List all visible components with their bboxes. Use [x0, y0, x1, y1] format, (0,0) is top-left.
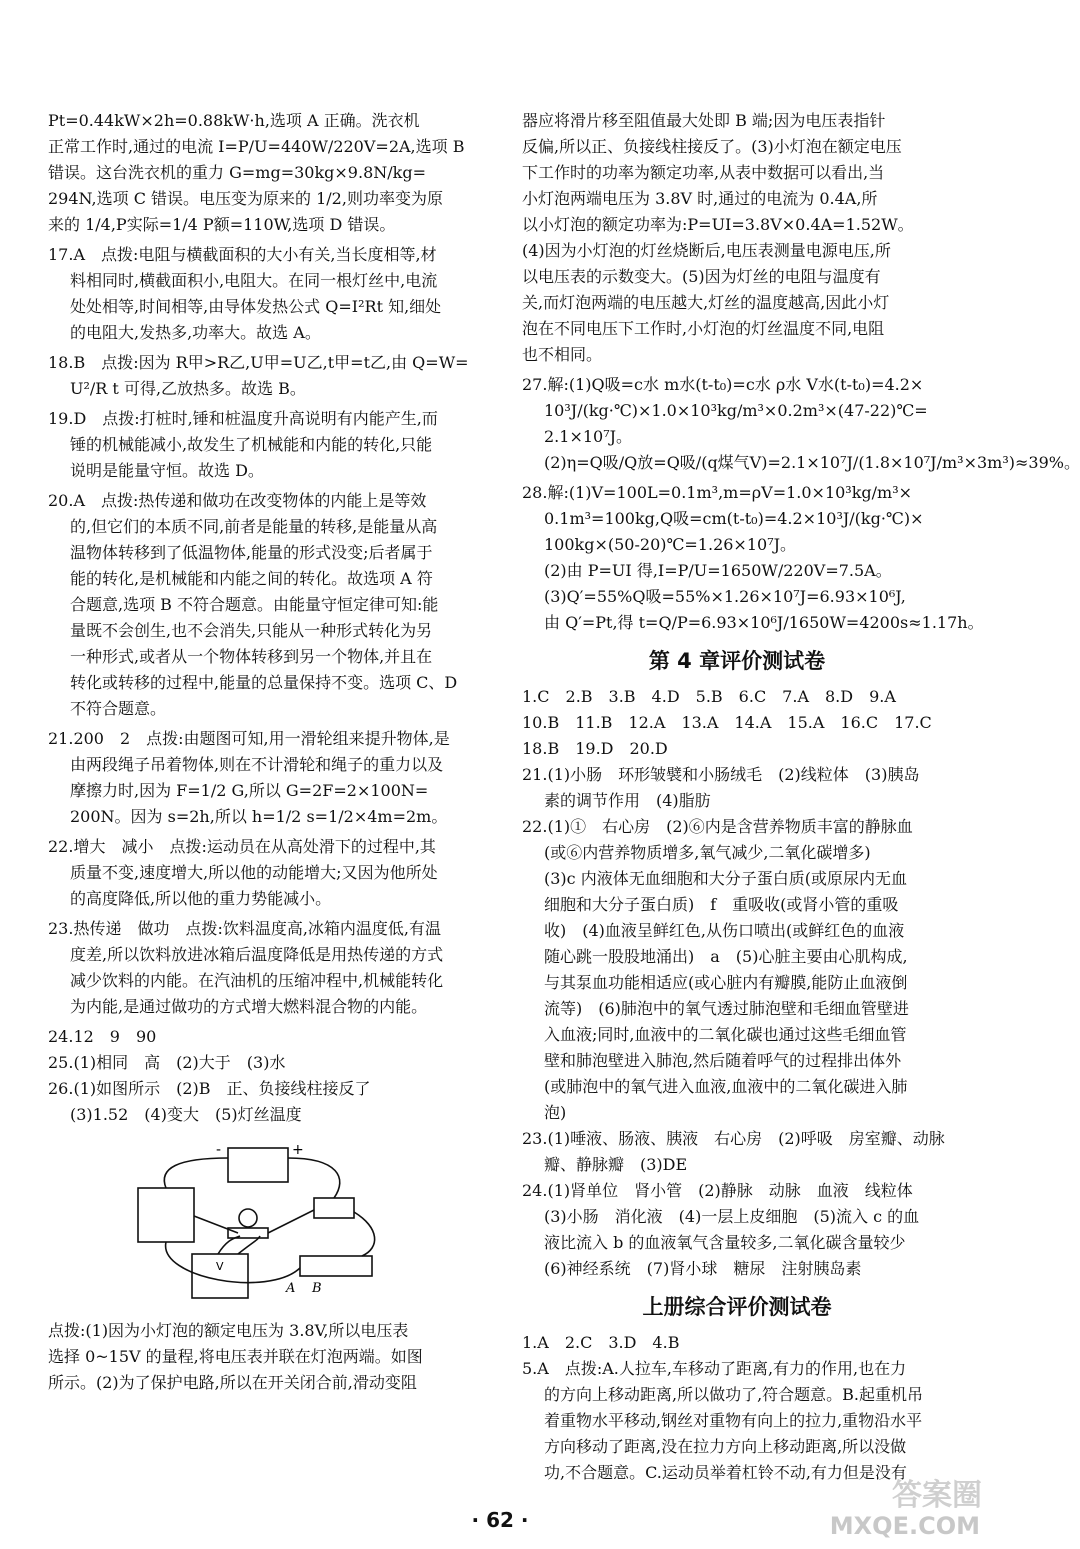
- text-line: 以电压表的示数变大。(5)因为灯丝的电阻与温度有: [522, 267, 881, 286]
- text-line: 说明是能量守恒。故选 D。: [70, 461, 264, 480]
- section-heading-chapter-4: 第 4 章评价测试卷: [648, 649, 826, 673]
- text-line: 关,而灯泡两端的电压越大,灯丝的温度越高,因此小灯: [522, 293, 890, 312]
- text-line: 下工作时的功率为额定功率,从表中数据可以看出,当: [522, 163, 885, 182]
- text-line: 的方向上移动距离,所以做功了,符合题意。B.起重机吊: [544, 1385, 924, 1404]
- answer-21: [48, 726, 478, 830]
- answer-28: [522, 480, 984, 636]
- bulb-icon: [239, 1209, 257, 1227]
- text-line: 收) (4)血液呈鲜红色,从伤口喷出(或鲜红色的血液: [544, 921, 905, 940]
- text-line: 温物体转移到了低温物体,能量的形式没变;后者属于: [70, 543, 433, 562]
- text-line: 器应将滑片移至阻值最大处即 B 端;因为电压表指针: [522, 111, 886, 130]
- text-line: 着重物水平移动,钢丝对重物有向上的拉力,重物沿水平: [544, 1411, 923, 1430]
- answer-19: [48, 406, 478, 484]
- section-heading-final-test: 上册综合评价测试卷: [642, 1295, 832, 1319]
- text-line: 随心跳一股股地涌出) a (5)心脏主要由心肌构成,: [544, 947, 908, 966]
- text-line: 1.A 2.C 3.D 4.B: [522, 1333, 680, 1352]
- text-line: 由 Q′=Pt,得 t=Q/P=6.93×10⁶J/1650W=4200s≈1.17h。: [544, 613, 984, 632]
- rheostat-a-label: A: [286, 1281, 296, 1296]
- answer-26: [48, 1076, 478, 1128]
- final-test-answers: [522, 1330, 952, 1486]
- text-line: 18.B 点拨:因为 R甲>R乙,U甲=U乙,t甲=t乙,由 Q=W=: [48, 353, 469, 372]
- text-line: 18.B 19.D 20.D: [522, 739, 668, 758]
- text-line: (6)神经系统 (7)肾小球 糖尿 注射胰岛素: [544, 1259, 862, 1278]
- wire: [288, 1158, 340, 1198]
- text-line: 选择 0~15V 的量程,将电压表并联在灯泡两端。如图: [48, 1347, 423, 1366]
- answer-24: 24.12 9 90: [48, 1027, 157, 1046]
- text-line: 量既不会创生,也不会消失,只能从一种形式转化为另: [70, 621, 433, 640]
- answer-16-continued: [48, 108, 478, 238]
- text-line: 转化或转移的过程中,能量的总量保持不变。选项 C、D: [70, 673, 458, 692]
- text-line: (3)c 内液体无血细胞和大分子蛋白质(或原尿内无血: [544, 869, 907, 888]
- text-line: 锤的机械能减小,故发生了机械能和内能的转化,只能: [70, 435, 433, 454]
- text-line: 度差,所以饮料放进冰箱后温度降低是用热传递的方式: [70, 945, 444, 964]
- text-line: 一种形式,或者从一个物体转移到另一个物体,并且在: [70, 647, 433, 666]
- answer-20: [48, 488, 478, 722]
- rheostat-icon: [300, 1256, 372, 1276]
- text-line: 点拨:(1)因为小灯泡的额定电压为 3.8V,所以电压表: [48, 1321, 409, 1340]
- text-line: 为内能,是通过做功的方式增大燃料混合物的内能。: [70, 997, 428, 1016]
- text-line: 减少饮料的内能。在汽油机的压缩冲程中,机械能转化: [70, 971, 444, 990]
- text-line: 小灯泡两端电压为 3.8V 时,通过的电流为 0.4A,所: [522, 189, 878, 208]
- answer-26-hint: [48, 1318, 478, 1396]
- answer-26-continued: [522, 108, 952, 368]
- text-line: 功,不合题意。C.运动员举着杠铃不动,有力但是没有: [544, 1463, 907, 1482]
- text-line: 的电阻大,发热多,功率大。故选 A。: [70, 323, 321, 342]
- text-line: 200N。因为 s=2h,所以 h=1/2 s=1/2×4m=2m。: [70, 807, 448, 826]
- text-line: 与其泵血功能相适应(或心脏内有瓣膜,能防止血液倒: [544, 973, 908, 992]
- left-column: [48, 108, 478, 1400]
- text-line: U²/R t 可得,乙放热多。故选 B。: [70, 379, 306, 398]
- right-column: [522, 108, 1080, 1490]
- watermark-logo: 答案圈: [892, 1478, 982, 1513]
- text-line: 100kg×(50-20)℃=1.26×10⁷J。: [544, 535, 797, 554]
- text-line: 摩擦力时,因为 F=1/2 G,所以 G=2F=2×100N=: [70, 781, 429, 800]
- text-line: (3)小肠 消化液 (4)一层上皮细胞 (5)流入 c 的血: [544, 1207, 920, 1226]
- text-line: 液比流入 b 的血液氧气含量较多,二氧化碳含量较少: [544, 1233, 906, 1252]
- watermark-url: MXQE.COM: [829, 1512, 980, 1540]
- battery-minus-label: -: [216, 1142, 222, 1158]
- text-line: 泡): [544, 1103, 567, 1122]
- circuit-diagram: [118, 1138, 398, 1308]
- text-line: 21.200 2 点拨:由题图可知,用一滑轮组来提升物体,是: [48, 729, 450, 748]
- text-line: 料相同时,横截面积小,电阻大。在同一根灯丝中,电流: [70, 271, 438, 290]
- battery-icon: [228, 1148, 288, 1182]
- text-line: 反偏,所以正、负接线柱接反了。(3)小灯泡在额定电压: [522, 137, 902, 156]
- text-line: 22.增大 减小 点拨:运动员在从高处滑下的过程中,其: [48, 837, 436, 856]
- text-line: 由两段绳子吊着物体,则在不计滑轮和绳子的重力以及: [70, 755, 444, 774]
- answer-27: [522, 372, 1080, 476]
- text-line: 23.热传递 做功 点拨:饮料温度高,冰箱内温度低,有温: [48, 919, 442, 938]
- answer-18: [48, 350, 478, 402]
- answer-22: [48, 834, 478, 912]
- text-line: 方向移动了距离,没在拉力方向上移动距离,所以没做: [544, 1437, 907, 1456]
- text-line: 10.B 11.B 12.A 13.A 14.A 15.A 16.C 17.C: [522, 713, 932, 732]
- page-number: · 62 ·: [471, 1508, 529, 1532]
- text-line: 5.A 点拨:A.人拉车,车移动了距离,有力的作用,也在力: [522, 1359, 907, 1378]
- text-line: 28.解:(1)V=100L=0.1m³,m=ρV=1.0×10³kg/m³×: [522, 483, 913, 502]
- text-line: 19.D 点拨:打桩时,锤和桩温度升高说明有内能产生,而: [48, 409, 438, 428]
- wire: [268, 1210, 314, 1233]
- text-line: (或⑥内营养物质增多,氧气减少,二氧化碳增多): [544, 843, 871, 862]
- text-line: 的高度降低,所以他的重力势能减小。: [70, 889, 332, 908]
- text-line: 质量不变,速度增大,所以他的动能增大;又因为他所处: [70, 863, 438, 882]
- text-line: 294N,选项 C 错误。电压变为原来的 1/2,则功率变为原: [48, 189, 443, 208]
- text-line: 所示。(2)为了保护电路,所以在开关闭合前,滑动变阻: [48, 1373, 417, 1392]
- text-line: 27.解:(1)Q吸=c水 m水(t-t₀)=c水 ρ水 V水(t-t₀)=4.2×: [522, 375, 924, 394]
- answer-25: 25.(1)相同 高 (2)大于 (3)水: [48, 1053, 286, 1072]
- text-line: (2)η=Q吸/Q放=Q吸/(q煤气V)=2.1×10⁷J/(1.8×10⁷J/m³×3m³)≈39%。: [544, 453, 1080, 472]
- text-line: 壁和肺泡壁进入肺泡,然后随着呼气的过程排出体外: [544, 1051, 902, 1070]
- text-line: 不符合题意。: [70, 699, 167, 718]
- battery-plus-label: +: [292, 1142, 304, 1158]
- answer-17: [48, 242, 478, 346]
- text-line: 泡在不同电压下工作时,小灯泡的灯丝温度不同,电阻: [522, 319, 885, 338]
- lamp-holder-icon: [228, 1228, 268, 1238]
- text-line: 来的 1/4,P实际=1/4 P额=110W,选项 D 错误。: [48, 215, 396, 234]
- text-line: 瓣、静脉瓣 (3)DE: [544, 1155, 688, 1174]
- text-line: 能的转化,是机械能和内能之间的转化。故选项 A 符: [70, 569, 433, 588]
- wire: [164, 1158, 228, 1188]
- text-line: Pt=0.44kW×2h=0.88kW·h,选项 A 正确。洗衣机: [48, 111, 420, 130]
- text-line: 0.1m³=100kg,Q吸=cm(t-t₀)=4.2×10³J/(kg·℃)×: [544, 509, 924, 528]
- voltmeter-label: V: [216, 1260, 224, 1273]
- text-line: 1.C 2.B 3.B 4.D 5.B 6.C 7.A 8.D 9.A: [522, 687, 896, 706]
- text-line: 的,但它们的本质不同,前者是能量的转移,是能量从高: [70, 517, 438, 536]
- text-line: (或肺泡中的氧气进入血液,血液中的二氧化碳进入肺: [544, 1077, 908, 1096]
- text-line: 24.(1)肾单位 肾小管 (2)静脉 动脉 血液 线粒体: [522, 1181, 913, 1200]
- answer-23: [48, 916, 478, 1020]
- ammeter-icon: [138, 1188, 194, 1242]
- text-line: 2.1×10⁷J。: [544, 427, 633, 446]
- text-line: (4)因为小灯泡的灯丝烧断后,电压表测量电源电压,所: [522, 241, 891, 260]
- text-line: 正常工作时,通过的电流 I=P/U=440W/220V=2A,选项 B: [48, 137, 465, 156]
- text-line: 以小灯泡的额定功率为:P=UI=3.8V×0.4A=1.52W。: [522, 215, 914, 234]
- text-line: 入血液;同时,血液中的二氧化碳也通过这些毛细血管: [544, 1025, 907, 1044]
- text-line: 素的调节作用 (4)脂肪: [544, 791, 711, 810]
- switch-icon: [314, 1198, 354, 1218]
- text-line: (3)1.52 (4)变大 (5)灯丝温度: [70, 1105, 302, 1124]
- text-line: (3)Q′=55%Q吸=55%×1.26×10⁷J=6.93×10⁶J,: [544, 587, 906, 606]
- text-line: 10³J/(kg·℃)×1.0×10³kg/m³×0.2m³×(47-22)℃=: [544, 401, 928, 420]
- text-line: 处处相等,时间相等,由导体发热公式 Q=I²Rt 知,细处: [70, 297, 442, 316]
- chapter-4-answers: [522, 684, 952, 1282]
- wire: [354, 1212, 375, 1256]
- text-line: 合题意,选项 B 不符合题意。由能量守恒定律可知:能: [70, 595, 439, 614]
- wire: [166, 1242, 300, 1283]
- wire: [194, 1216, 238, 1233]
- text-line: 22.(1)① 右心房 (2)⑥内是含营养物质丰富的静脉血: [522, 817, 913, 836]
- text-line: 21.(1)小肠 环形皱襞和小肠绒毛 (2)线粒体 (3)胰岛: [522, 765, 920, 784]
- text-line: 流等) (6)肺泡中的氧气透过肺泡壁和毛细血管壁进: [544, 999, 909, 1018]
- rheostat-b-label: B: [312, 1281, 322, 1296]
- text-line: 26.(1)如图所示 (2)B 正、负接线柱接反了: [48, 1079, 371, 1098]
- text-line: 20.A 点拨:热传递和做功在改变物体的内能上是等效: [48, 491, 427, 510]
- text-line: 错误。这台洗衣机的重力 G=mg=30kg×9.8N/kg=: [48, 163, 426, 182]
- text-line: 23.(1)唾液、肠液、胰液 右心房 (2)呼吸 房室瓣、动脉: [522, 1129, 945, 1148]
- text-line: (2)由 P=UI 得,I=P/U=1650W/220V=7.5A。: [544, 561, 892, 580]
- text-line: 17.A 点拨:电阻与横截面积的大小有关,当长度相等,材: [48, 245, 437, 264]
- text-line: 细胞和大分子蛋白质) f 重吸收(或肾小管的重吸: [544, 895, 899, 914]
- text-line: 也不相同。: [522, 345, 603, 364]
